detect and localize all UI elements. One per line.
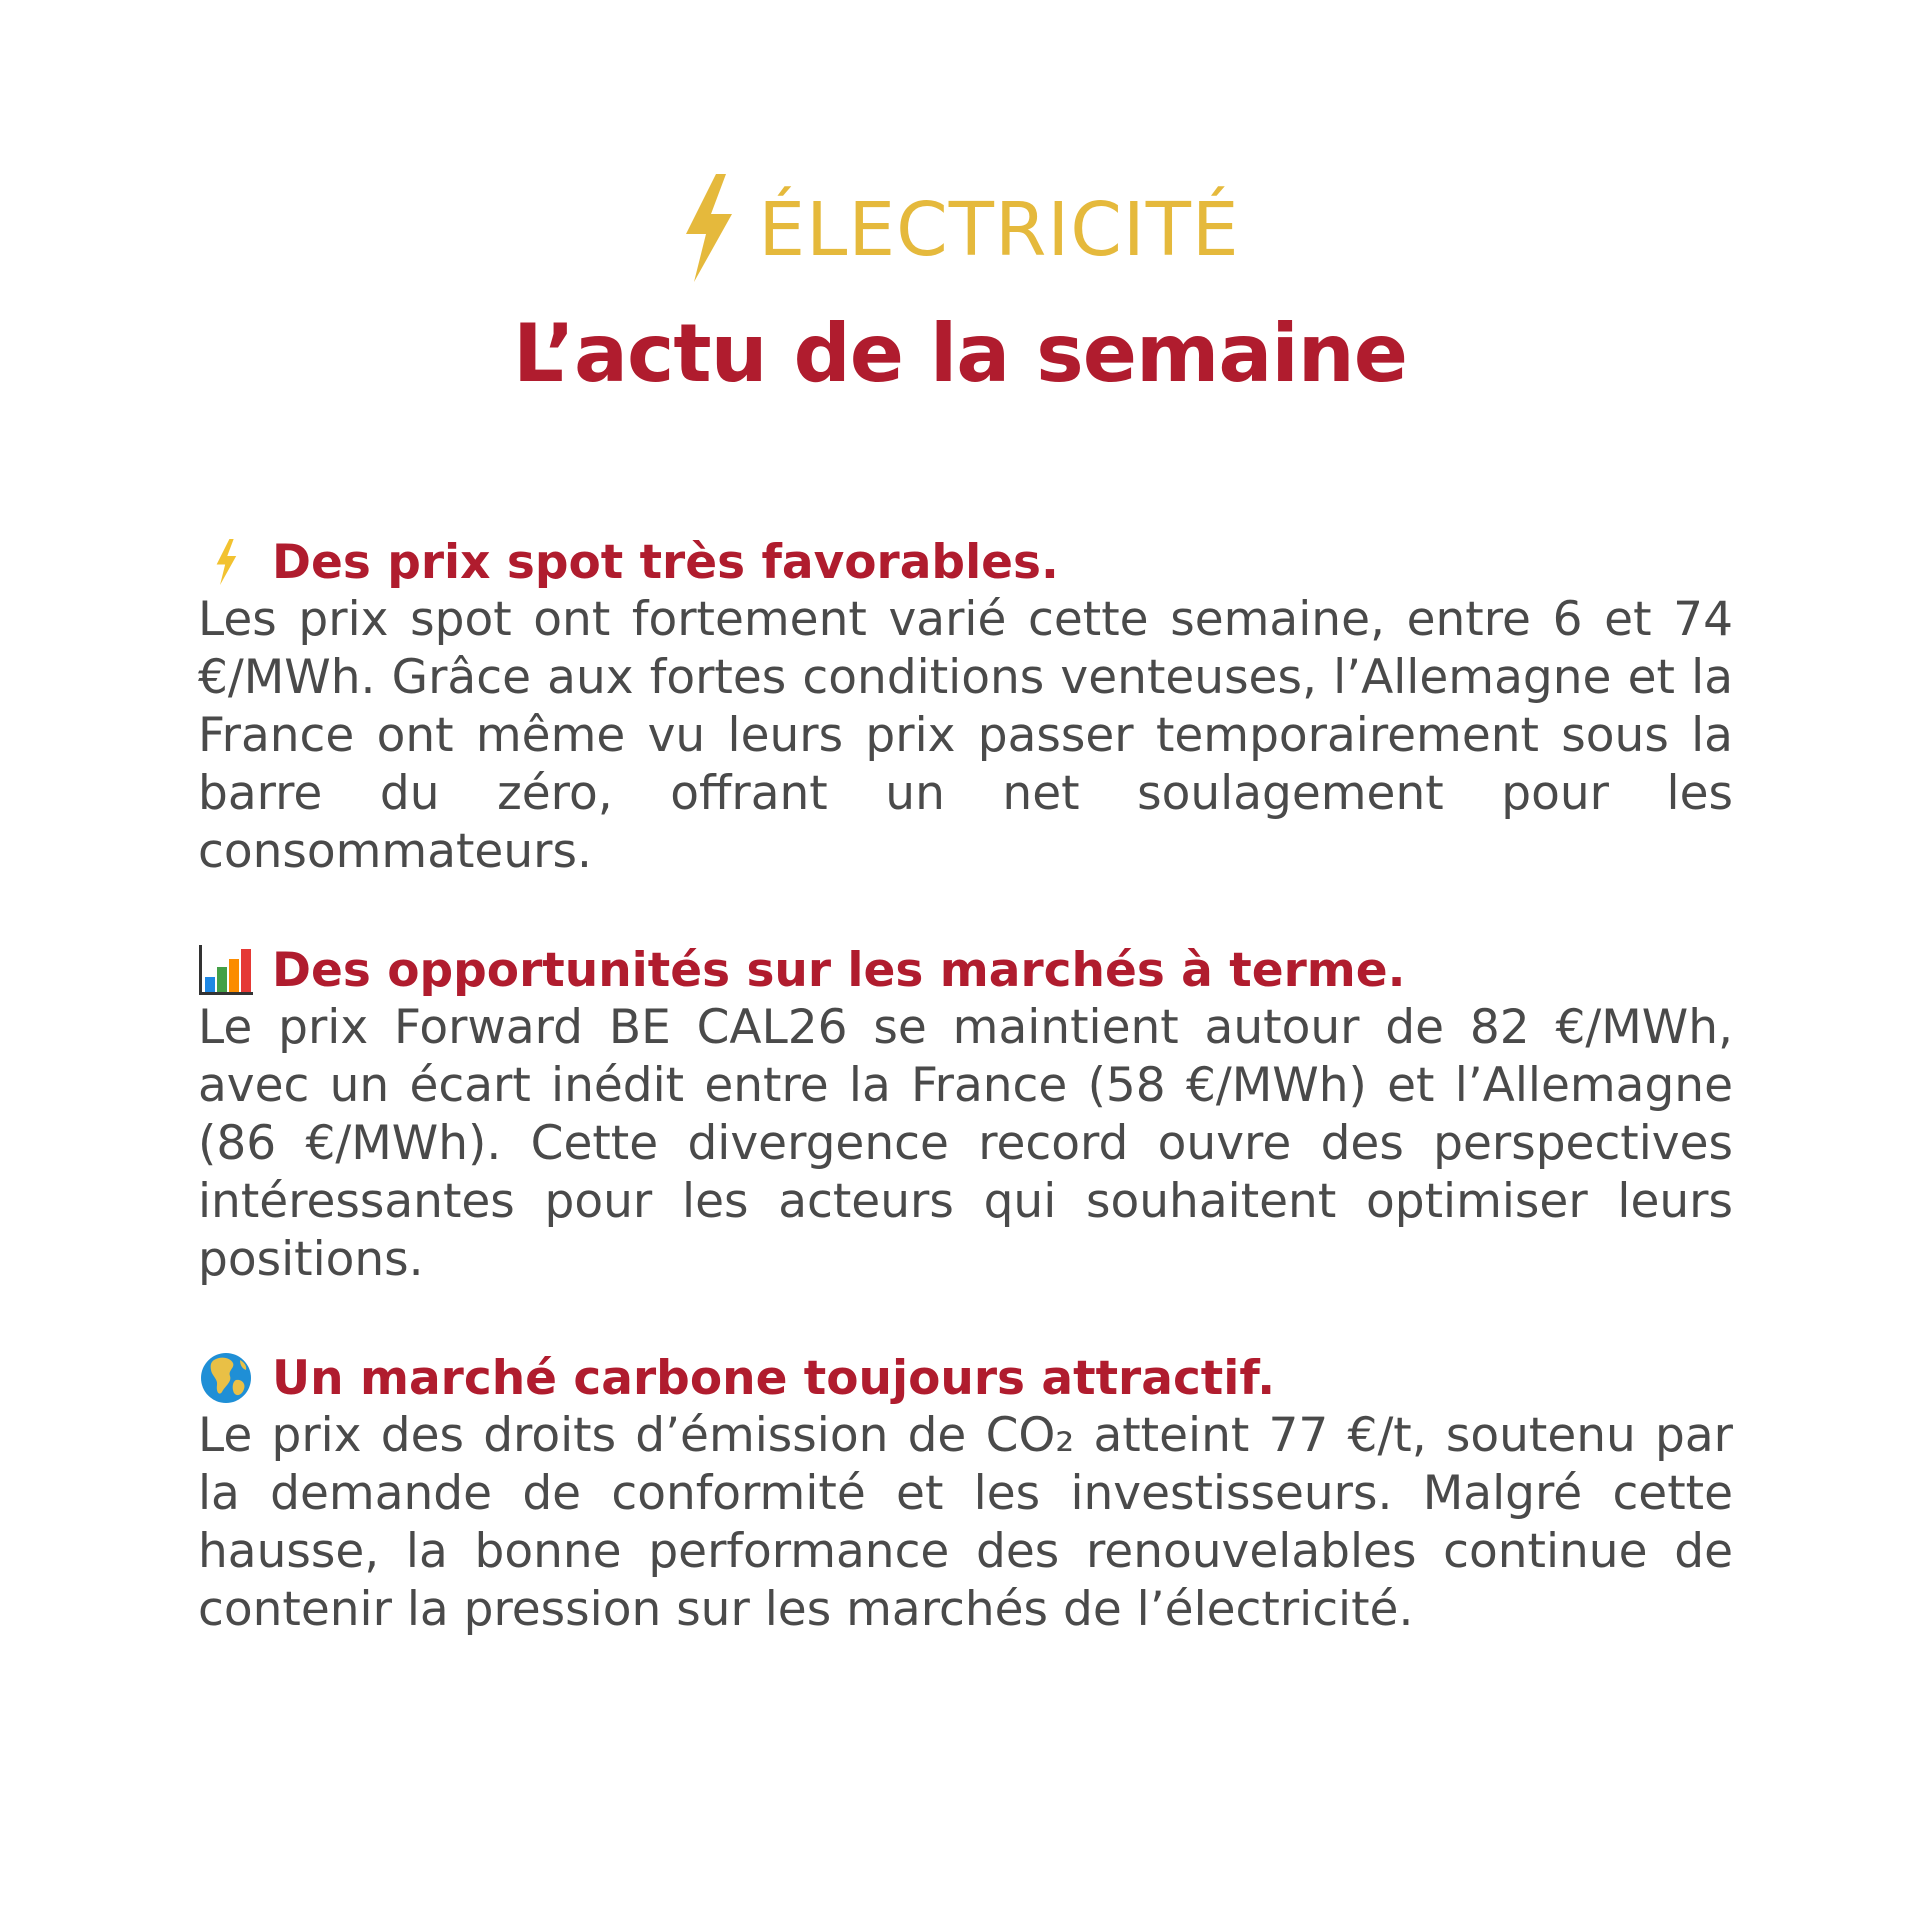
news-item-carbon-market <box>198 1349 1733 1639</box>
section-text: Le prix Forward BE CAL26 se maintient autour de 82 €/MWh, avec un écart inédit entre la France (58 €/MWh) et l’Allemagne (86 €/MWh). Cette divergence record ouvre des perspectives intéressantes pour les acteurs qui souhaitent optimiser leurs positions. <box>198 1000 1733 1287</box>
lightning-icon <box>198 534 254 590</box>
section-heading <box>198 1349 1733 1407</box>
section-heading <box>198 941 1733 999</box>
news-item-forward-markets <box>198 941 1733 1289</box>
news-item-spot-prices <box>198 533 1733 881</box>
section-title: Un marché carbone toujours attractif. <box>272 1350 1276 1406</box>
bar-chart-icon <box>198 942 254 998</box>
news-sections <box>198 533 1733 1699</box>
section-text: Les prix spot ont fortement varié cette semaine, entre 6 et 74 €/MWh. Grâce aux fortes conditions venteuses, l’Allemagne et la France ont même vu leurs prix passer temporairement sous la barre du zéro, offrant un net soulagement pour les consommateurs. <box>198 592 1733 879</box>
section-title: Des opportunités sur les marchés à terme. <box>272 942 1406 998</box>
globe-icon <box>198 1350 254 1406</box>
section-title: Des prix spot très favorables. <box>272 534 1059 590</box>
category-row <box>0 175 1920 285</box>
page-title: L’actu de la semaine <box>513 307 1407 400</box>
header <box>0 175 1920 400</box>
section-text: Le prix des droits d’émission de CO₂ atteint 77 €/t, soutenu par la demande de conformité et les investisseurs. Malgré cette hausse, la bonne performance des renouvelables continue de contenir la pression sur les marchés de l’électricité. <box>198 1408 1733 1637</box>
section-heading <box>198 533 1733 591</box>
lightning-icon <box>680 174 736 287</box>
category-label: ÉLECTRICITÉ <box>758 187 1240 273</box>
